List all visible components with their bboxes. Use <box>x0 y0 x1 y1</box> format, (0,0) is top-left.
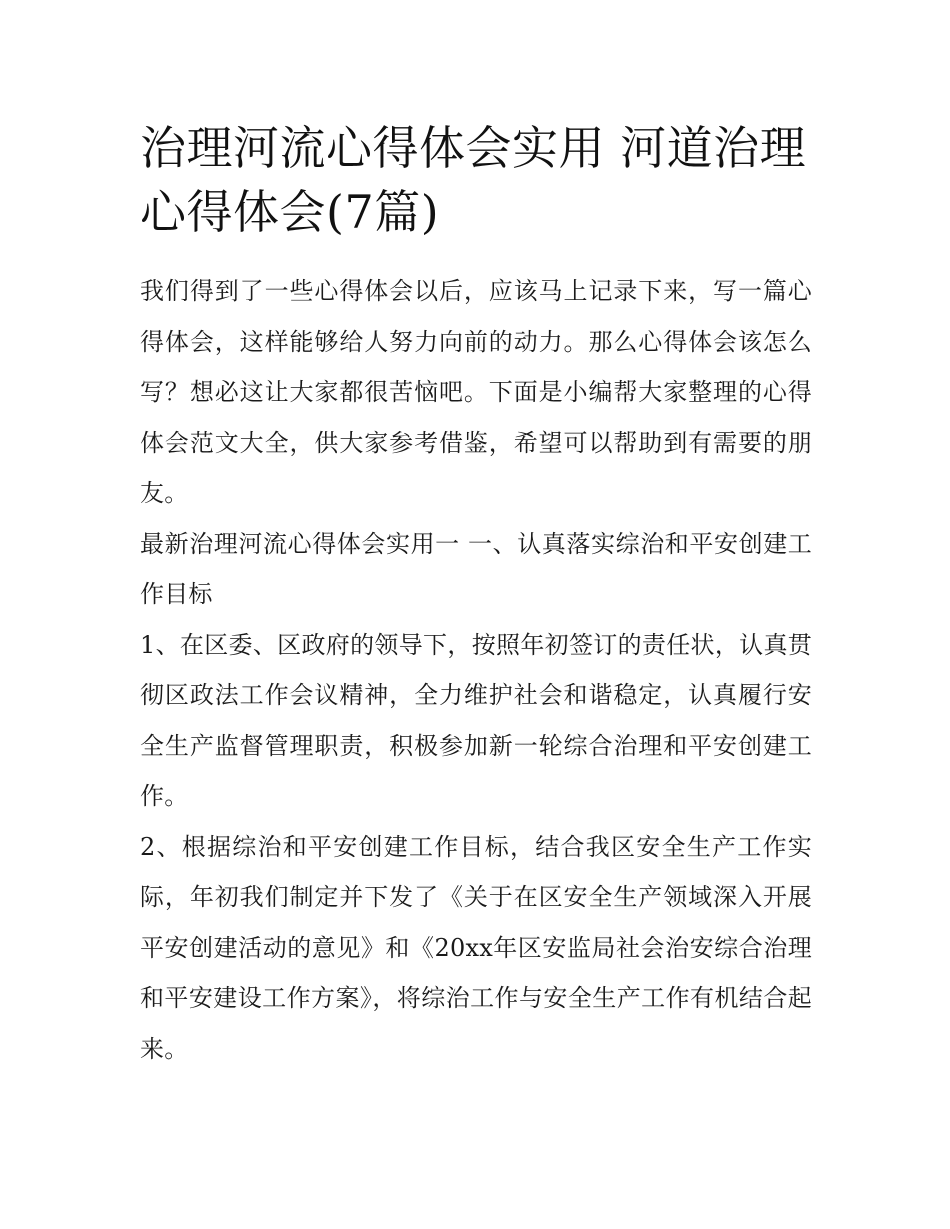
item-1-paragraph: 1、在区委、区政府的领导下，按照年初签订的责任状，认真贯彻区政法工作会议精神，全力维护社会和谐稳定，认真履行安全生产监督管理职责，积极参加新一轮综合治理和平安创建工作。 <box>140 630 812 810</box>
document-body <box>140 116 812 1074</box>
item-2-paragraph: 2、根据综治和平安创建工作目标，结合我区安全生产工作实际，年初我们制定并下发了《关于在区安全生产领域深入开展平安创建活动的意见》和《20xx年区安监局社会治安综合治理和平安建设工作方案》，将综治工作与安全生产工作有机结合起来。 <box>140 832 812 1063</box>
document-title: 治理河流心得体会实用 河道治理心得体会(7篇) <box>140 121 807 239</box>
section-heading-paragraph: 最新治理河流心得体会实用一 一、认真落实综治和平安创建工作目标 <box>140 529 812 608</box>
intro-paragraph: 我们得到了一些心得体会以后，应该马上记录下来，写一篇心得体会，这样能够给人努力向前的动力。那么心得体会该怎么写？想必这让大家都很苦恼吧。下面是小编帮大家整理的心得体会范文大全，供大家参考借鉴，希望可以帮助到有需要的朋友。 <box>140 277 812 507</box>
